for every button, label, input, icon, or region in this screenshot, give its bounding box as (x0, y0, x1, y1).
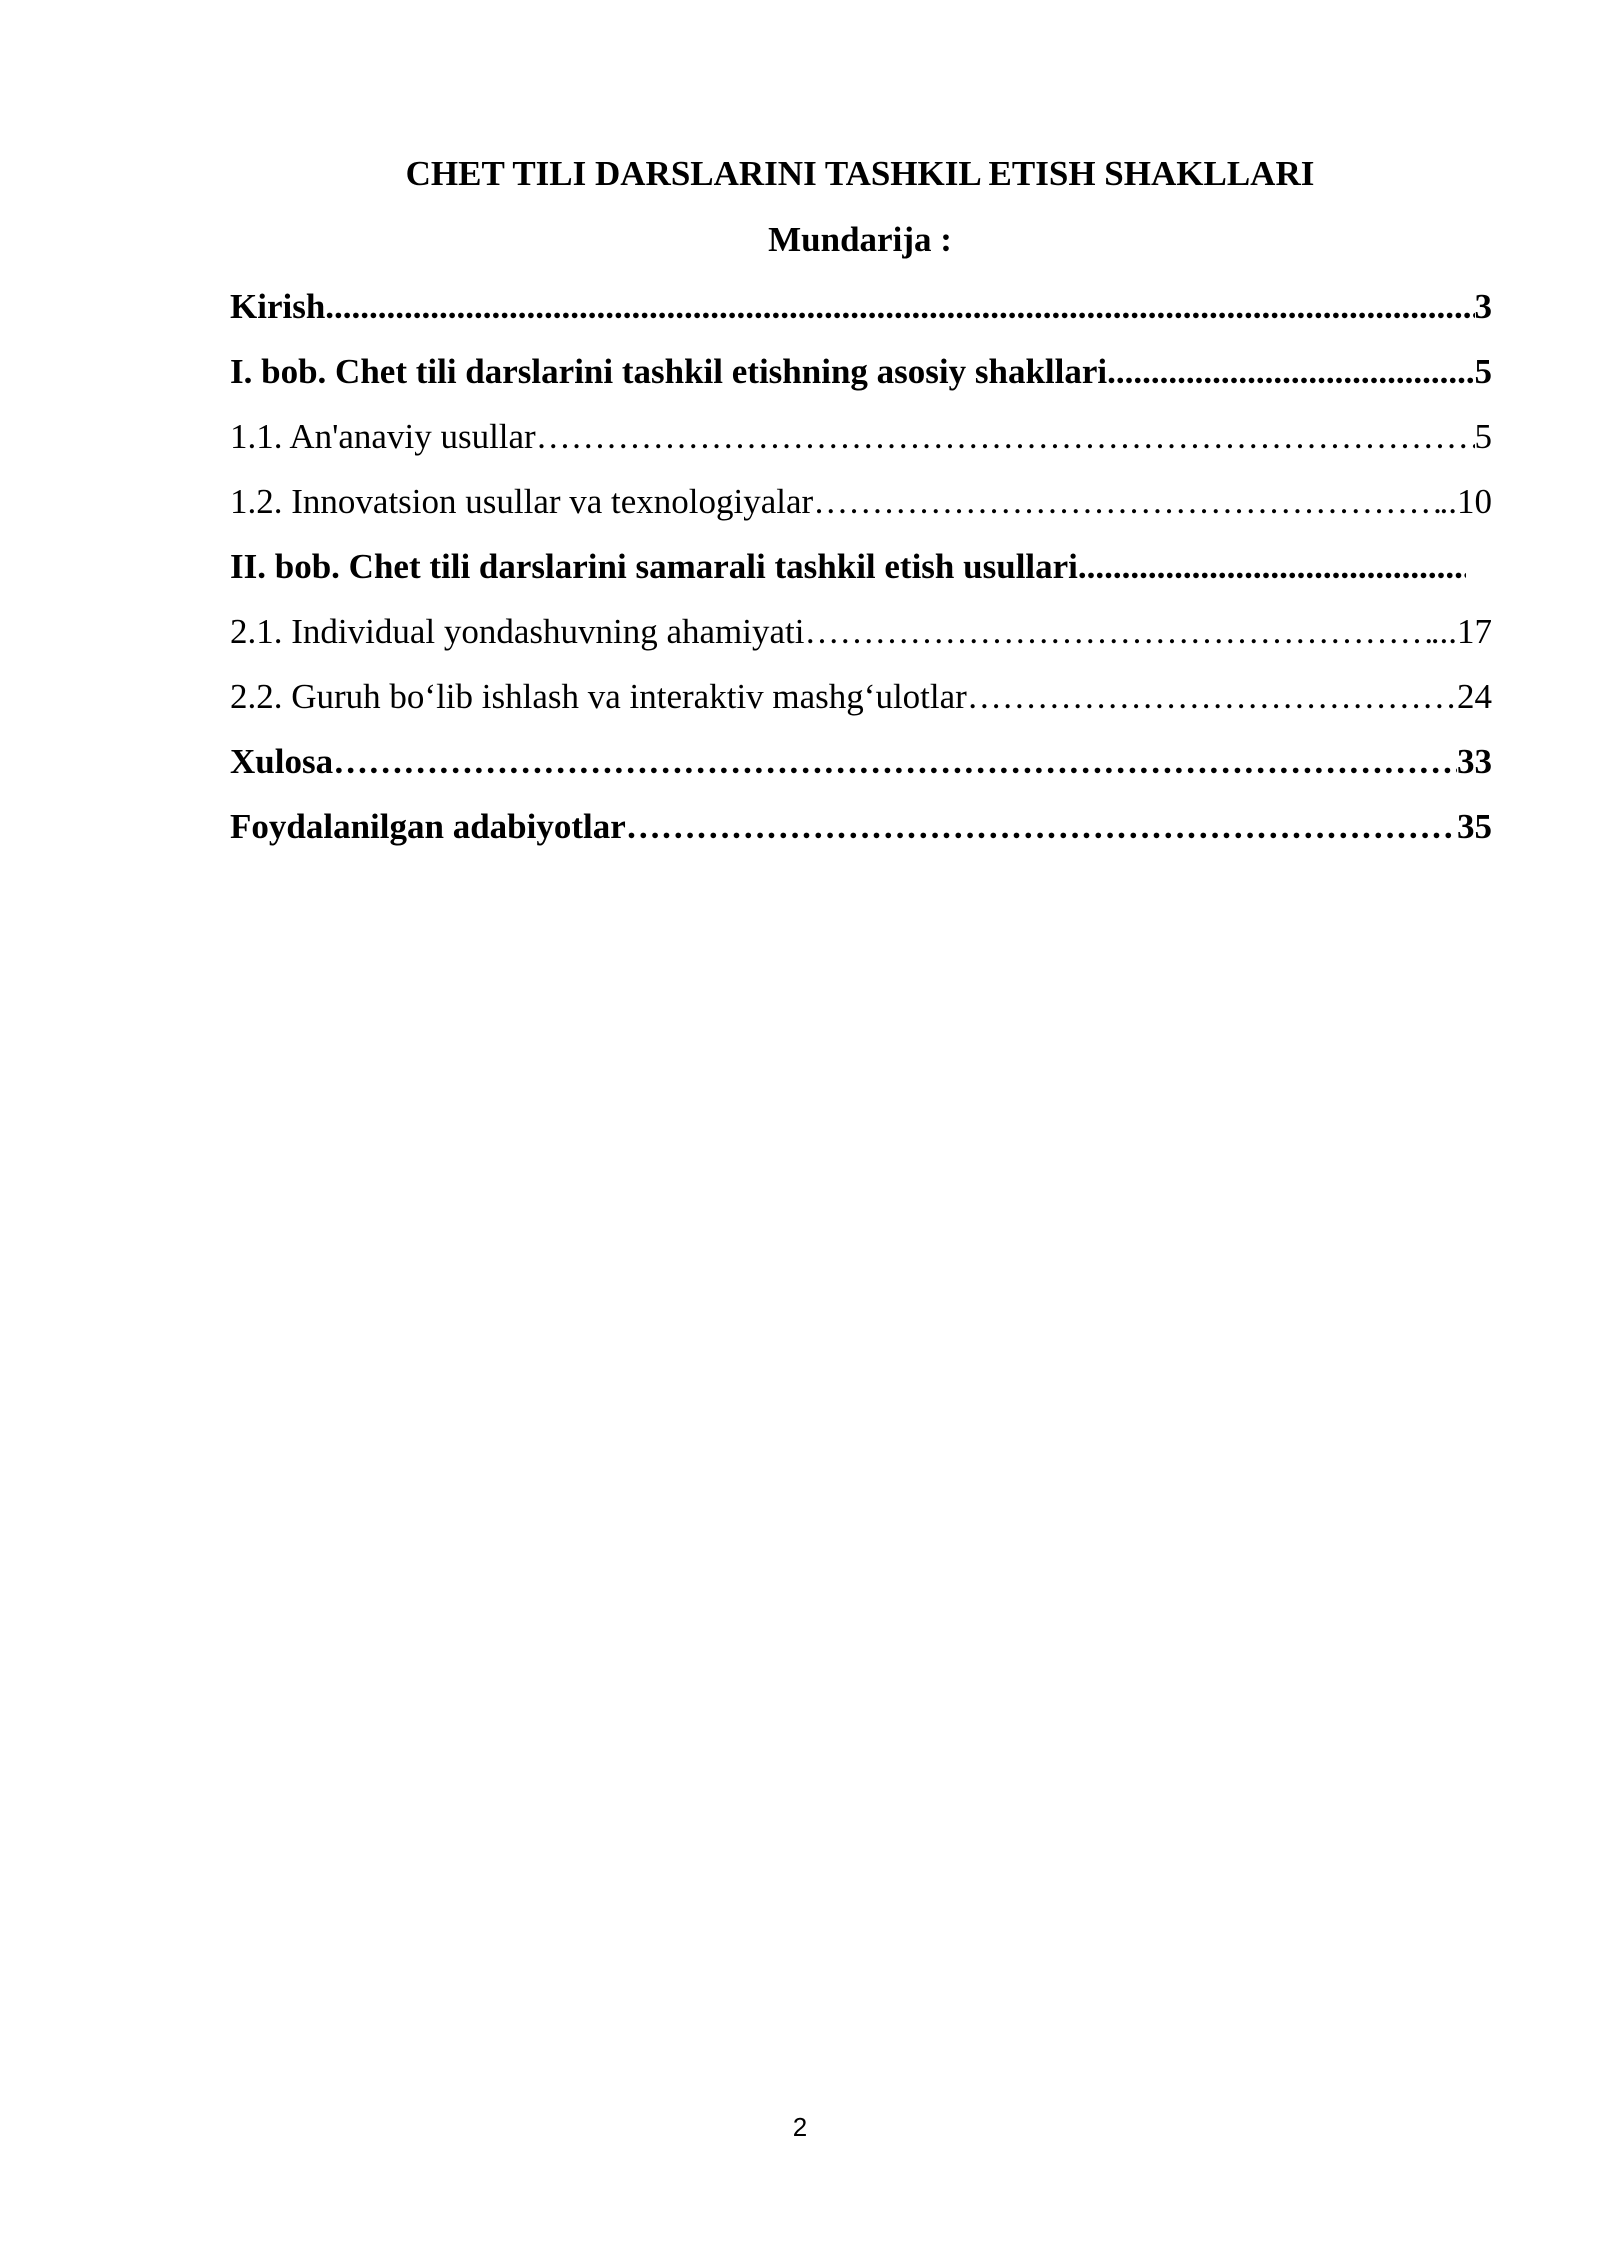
toc-entry-page: 24 (1457, 677, 1492, 716)
toc-entry-page: 3 (1474, 287, 1492, 326)
toc-entry-page: 33 (1457, 742, 1492, 781)
toc-dot-leader (1107, 350, 1474, 394)
toc-entry-section-1-2[interactable] (230, 480, 1492, 545)
toc-dot-leader (536, 415, 1475, 459)
toc-entry-section-2-2[interactable] (230, 675, 1492, 740)
toc-entry-label: I. bob. Chet tili darslarini tashkil etishning asosiy shakllari (230, 352, 1108, 391)
toc-entry-label: Xulosa (230, 742, 334, 781)
toc-entry-page: ..10 (1439, 482, 1492, 521)
toc-entry-page: 35 (1457, 807, 1492, 846)
toc-entry-section-1-1[interactable] (230, 415, 1492, 480)
toc-entry-label: Kirish (230, 287, 326, 326)
toc-dot-leader (333, 740, 1457, 784)
toc-dot-leader (626, 805, 1457, 849)
toc-entry-label: 1.1. An'anaviy usullar (230, 417, 536, 456)
toc-entry-chapter-2[interactable] (230, 545, 1466, 610)
toc-dot-leader (1078, 545, 1466, 589)
toc-entry-section-2-1[interactable] (230, 610, 1492, 675)
toc-dot-leader (967, 675, 1457, 719)
toc-entry-label: 2.2. Guruh bo‘lib ishlash va interaktiv mashg‘ulotlar (230, 677, 967, 716)
toc-entry-page: 5 (1474, 352, 1492, 391)
toc-entry-label: 1.2. Innovatsion usullar va texnologiyalar (230, 482, 814, 521)
toc-dot-leader (813, 480, 1439, 524)
toc-dot-leader (325, 285, 1474, 329)
toc-dot-leader (805, 610, 1431, 654)
toc-entry-page: 5 (1474, 417, 1492, 456)
table-of-contents (230, 285, 1492, 870)
page-number: 2 (792, 2112, 808, 2142)
toc-entry-page: ...17 (1430, 612, 1492, 651)
toc-entry-kirish[interactable] (230, 285, 1492, 350)
document-title: CHET TILI DARSLARINI TASHKIL ETISH SHAKLLARI (405, 154, 1315, 193)
toc-heading: Mundarija : (768, 220, 952, 259)
toc-entry-references[interactable] (230, 805, 1492, 870)
toc-entry-xulosa[interactable] (230, 740, 1492, 805)
toc-entry-label: Foydalanilgan adabiyotlar (230, 807, 626, 846)
toc-entry-chapter-1[interactable] (230, 350, 1492, 415)
toc-entry-label: II. bob. Chet tili darslarini samarali tashkil etish usullari (230, 547, 1078, 586)
toc-entry-label: 2.1. Individual yondashuvning ahamiyati (230, 612, 805, 651)
